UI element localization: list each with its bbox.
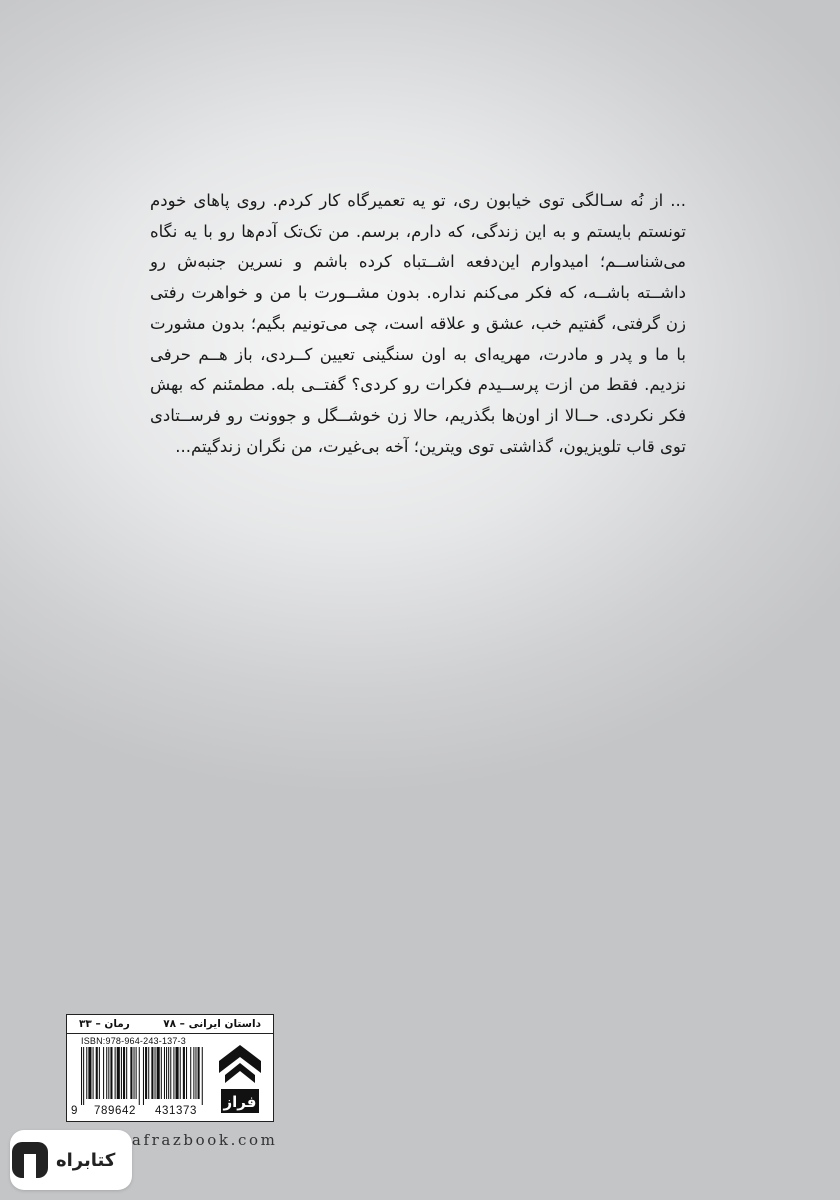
website-domain: afrazbook.com <box>131 1131 278 1149</box>
barcode-box <box>66 1014 274 1122</box>
barcode-bar <box>145 1047 147 1099</box>
barcode-bar <box>106 1047 107 1099</box>
barcode-bar <box>123 1047 125 1099</box>
barcode-bar <box>202 1047 203 1105</box>
ketabrah-badge[interactable] <box>10 1130 132 1190</box>
barcode-bar <box>170 1047 171 1099</box>
barcode-digits <box>71 1105 211 1117</box>
barcode-bar <box>99 1047 100 1099</box>
barcode-bar <box>186 1047 187 1099</box>
barcode-bar <box>198 1047 200 1099</box>
barcode-bar <box>143 1047 144 1105</box>
barcode-bar <box>108 1047 109 1099</box>
barcode-bar <box>173 1047 174 1099</box>
barcode-digit-group-1: 789642 <box>94 1105 136 1117</box>
barcode-bar <box>193 1047 194 1099</box>
barcode-bar <box>176 1047 179 1099</box>
barcode-bar <box>134 1047 135 1099</box>
barcode-bar <box>110 1047 112 1099</box>
barcode-bar <box>166 1047 167 1099</box>
series-label: داستان ایرانی – ۷۸ <box>163 1018 261 1030</box>
ketabrah-logo-icon <box>10 1140 50 1180</box>
barcode-digit-first: 9 <box>71 1105 78 1117</box>
barcode-bar <box>195 1047 196 1099</box>
barcode-bar <box>183 1047 185 1099</box>
barcode-bar <box>126 1047 127 1099</box>
barcode-bar <box>180 1047 181 1099</box>
barcode-bar <box>190 1047 191 1099</box>
barcode-bar <box>88 1047 91 1099</box>
publisher-logo <box>215 1043 265 1117</box>
publisher-logo-text: فراز <box>223 1093 257 1111</box>
barcode-bar <box>168 1047 169 1099</box>
barcode-bar <box>83 1047 84 1105</box>
barcode-bar <box>117 1047 120 1099</box>
barcode-bar <box>130 1047 132 1099</box>
barcode-bar <box>103 1047 104 1099</box>
isbn-number: ISBN:978-964-243-137-3 <box>81 1036 186 1046</box>
barcode-bar <box>81 1047 82 1105</box>
barcode-bar <box>161 1047 162 1099</box>
barcode-bar <box>93 1047 94 1099</box>
barcode-bar <box>96 1047 98 1099</box>
barcode-bar <box>164 1047 165 1099</box>
barcode-bar <box>139 1047 140 1105</box>
barcode-bar <box>157 1047 160 1099</box>
barcode-bar <box>151 1047 153 1099</box>
back-cover-blurb: ... از نُه سـالگی توی خیابون ری، تو یه تعمیرگاه کار کردم. روی پاهای خودم تونستم بایستم و به این زندگی، که دارم، برسم. من تک‌تک آدم‌ها رو با یه نگاه می‌شناســم؛ امیدوارم این‌دفعه اشــتباه کرده باشم و نسرین جنبه‌ش رو داشــته باشــه، که فکر می‌کنم نداره. بدون مشــورت با من و خواهرت رفتی زن گرفتی، گفتیم خب، عشق و علاقه است، چی می‌تونیم بگیم؛ بدون مشورت با ما و پدر و مادرت، مهریه‌ای به اون سنگینی تعیین کــردی، باز هــم حرفی نزدیم. فقط من ازت پرســیدم فکرات رو کردی؟ گفتــی بله. مطمئنم که بهش فکر نکردی. حــالا از اون‌ها بگذریم، حالا زن خوشــگل و جوونت رو فرســتادی توی قاب تلویزیون، گذاشتی توی ویترین؛ آخه بی‌غیرت، من نگران زندگیتم... <box>150 191 686 456</box>
novel-number: رمان – ۳۳ <box>79 1018 130 1030</box>
ketabrah-label: کتابراه <box>56 1149 116 1171</box>
barcode-bar <box>155 1047 156 1099</box>
barcode-bar <box>148 1047 149 1099</box>
barcode-digit-group-2: 431373 <box>155 1105 197 1117</box>
barcode-bar <box>86 1047 87 1099</box>
series-row <box>67 1015 273 1034</box>
barcode-image <box>77 1047 207 1105</box>
barcode-bar <box>115 1047 116 1099</box>
barcode-bar <box>121 1047 122 1099</box>
barcode-bar <box>136 1047 137 1099</box>
